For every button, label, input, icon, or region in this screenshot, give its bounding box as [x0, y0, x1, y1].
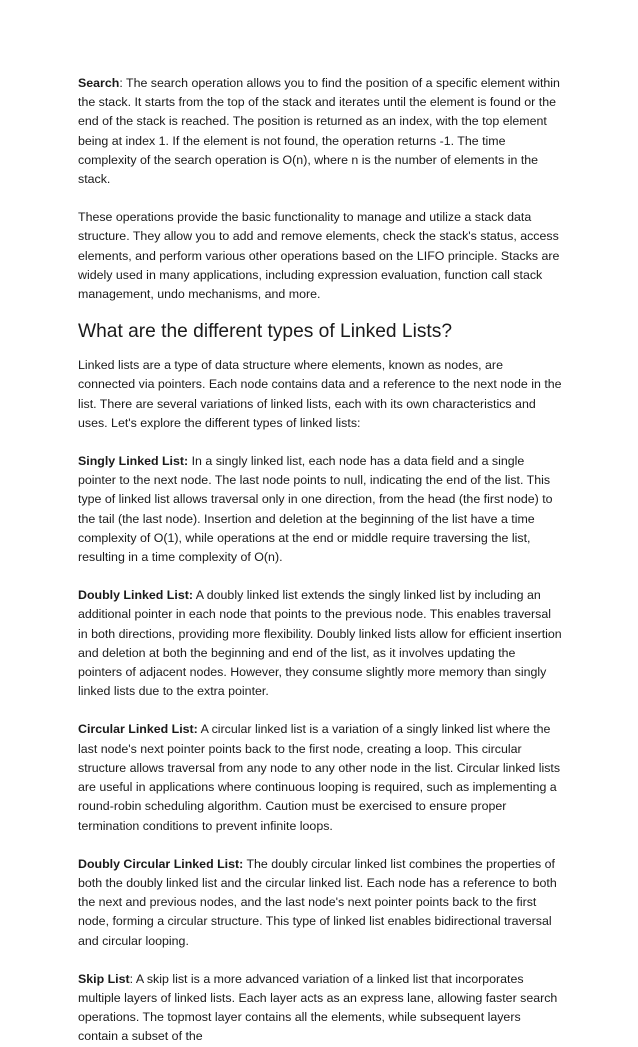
term-doubly-linked-list: Doubly Linked List: [78, 588, 193, 603]
paragraph-singly-linked-list [78, 452, 562, 567]
paragraph-stack-summary [78, 208, 562, 304]
paragraph-search [78, 74, 562, 189]
paragraph-skip-list [78, 970, 562, 1047]
paragraph-text: The doubly circular linked list combines the properties of both the doubly linked list and the circular linked list. Each node has a reference to both the next and previous nodes, and the last node's next pointer points back to the first node, forming a circular structure. This type of linked list enables bidirectional traversal and circular looping. [78, 856, 557, 948]
paragraph-text: : A skip list is a more advanced variation of a linked list that incorporates multiple layers of linked lists. Each layer acts as an express lane, allowing faster search operations. The topmost layer contains all the elements, while subsequent layers contain a subset of the [78, 971, 558, 1044]
paragraph-text: A doubly linked list extends the singly linked list by including an additional pointer in each node that points to the previous node. This enables traversal in both directions, providing more flexibility. Doubly linked lists allow for efficient insertion and deletion at both the beginning and end of the list, as it involves updating the pointers of adjacent nodes. However, they consume slightly more memory than singly linked lists due to the extra pointer. [78, 588, 562, 699]
term-doubly-circular-linked-list: Doubly Circular Linked List: [78, 856, 244, 871]
paragraph-text: Linked lists are a type of data structure where elements, known as nodes, are connected via pointers. Each node contains data and a reference to the next node in the list. There are several variations of linked lists, each with its own characteristics and uses. Let's explore the different types of linked lists: [78, 358, 562, 430]
term-circular-linked-list: Circular Linked List: [78, 722, 198, 737]
paragraph-intro [78, 356, 562, 433]
paragraph-doubly-circular-linked-list [78, 855, 562, 951]
term-separator: : [119, 76, 123, 90]
paragraph-text: These operations provide the basic functionality to manage and utilize a stack data structure. They allow you to add and remove elements, check the stack's status, access elements, and perform various other operations based on the LIFO principle. Stacks are widely used in many applications, including expression evaluation, function call stack management, undo mechanisms, and more. [78, 210, 560, 302]
section-heading: What are the different types of Linked Lists? [78, 321, 453, 343]
paragraph-text: In a singly linked list, each node has a data field and a single pointer to the next node. The last node points to null, indicating the end of the list. This type of linked list allows traversal only in one direction, from the head (the first node) to the tail (the last node). Insertion and deletion at the beginning of the list have a time complexity of O(1), while operations at the end or middle require traversing the list, resulting in a time complexity of O(n). [78, 454, 553, 565]
paragraph-text: The search operation allows you to find the position of a specific element within the stack. It starts from the top of the stack and iterates until the element is found or the end of the stack is reached. The position is returned as an index, with the top element being at index 1. If the element is not found, the operation returns -1. The time complexity of the search operation is O(n), where n is the number of elements in the stack. [78, 76, 560, 187]
term-skip-list: Skip List [78, 971, 130, 986]
paragraph-text: A circular linked list is a variation of a singly linked list where the last node's next pointer points back to the first node, creating a loop. This circular structure allows traversal from any node to any other node in the list. Circular linked lists are useful in applications where continuous looping is required, such as implementing a round-robin scheduling algorithm. Caution must be exercised to ensure proper termination conditions to prevent infinite loops. [78, 722, 561, 833]
term-singly-linked-list: Singly Linked List: [78, 454, 189, 469]
paragraph-circular-linked-list [78, 720, 562, 835]
paragraph-doubly-linked-list [78, 586, 562, 701]
term-search: Search [78, 76, 120, 90]
